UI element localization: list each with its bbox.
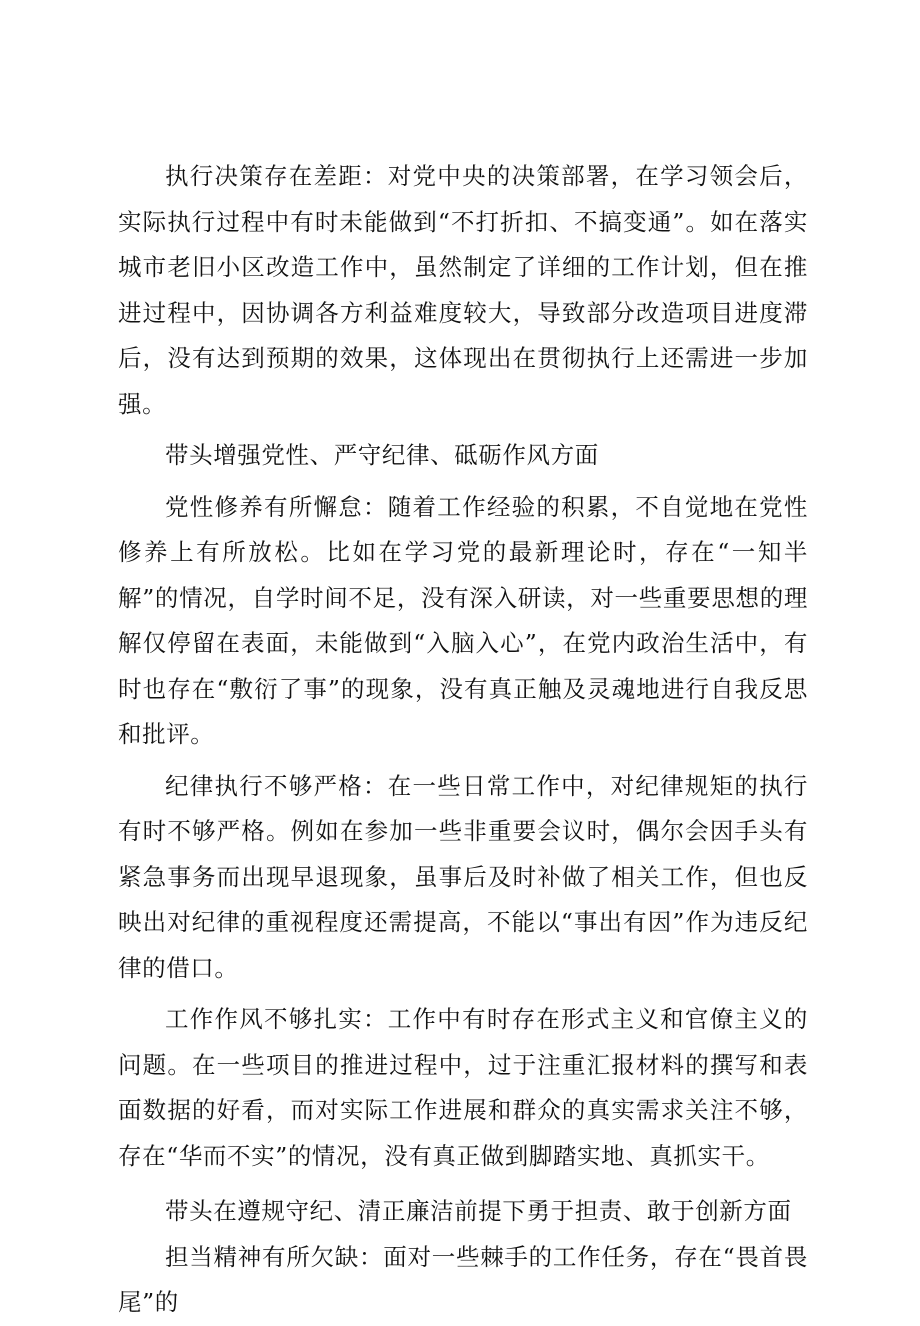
paragraph-party-cultivation: 党性修养有所懈怠：随着工作经验的积累，不自觉地在党性修养上有所放松。比如在学习党的最新理论时，存在“一知半解”的情况，自学时间不足，没有深入研读，对一些重要思想的理解仅停留在表面，未能做到“入脑入心”，在党内政治生活中，有时也存在“敷衍了事”的现象，没有真正触及灵魂地进行自我反思和批评。 — [118, 492, 808, 748]
section-heading-party-spirit: 带头增强党性、严守纪律、砥砺作风方面 — [165, 441, 599, 469]
paragraph-execution-gap: 执行决策存在差距：对党中央的决策部署，在学习领会后，实际执行过程中有时未能做到“不打折扣、不搞变通”。如在落实城市老旧小区改造工作中，虽然制定了详细的工作计划，但在推进过程中，因协调各方利益难度较大，导致部分改造项目进度滞后，没有达到预期的效果，这体现出在贯彻执行上还需进一步加强。 — [118, 162, 808, 418]
paragraph-responsibility: 担当精神有所欠缺：面对一些棘手的工作任务，存在“畏首畏尾”的 — [118, 1242, 808, 1316]
paragraph-work-style: 工作作风不够扎实：工作中有时存在形式主义和官僚主义的问题。在一些项目的推进过程中，过于注重汇报材料的撰写和表面数据的好看，而对实际工作进展和群众的真实需求关注不够，存在“华而不实”的情况，没有真正做到脚踏实地、真抓实干。 — [118, 1005, 808, 1170]
document-body — [118, 154, 808, 1326]
section-heading-responsibility: 带头在遵规守纪、清正廉洁前提下勇于担责、敢于创新方面 — [165, 1197, 792, 1225]
paragraph-discipline: 纪律执行不够严格：在一些日常工作中，对纪律规矩的执行有时不够严格。例如在参加一些非重要会议时，偶尔会因手头有紧急事务而出现早退现象，虽事后及时补做了相关工作，但也反映出对纪律的重视程度还需提高，不能以“事出有因”作为违反纪律的借口。 — [118, 771, 808, 982]
